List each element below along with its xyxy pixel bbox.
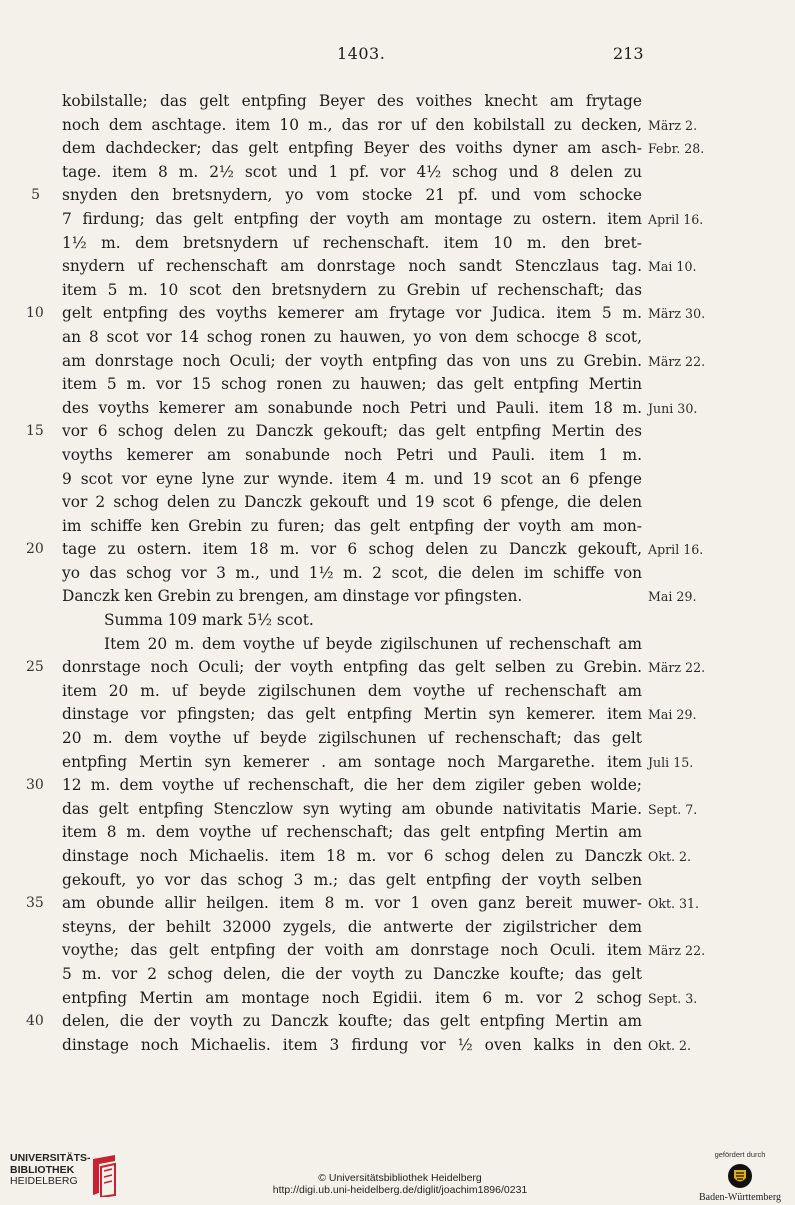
text-line: [0, 468, 795, 492]
line-number: 15: [26, 423, 44, 440]
text-line: [0, 255, 795, 279]
text-line: [0, 232, 795, 256]
line-number: 35: [26, 895, 44, 912]
margin-date: Febr. 28.: [648, 141, 705, 157]
line-text: voyths kemerer am sonabunde noch Petri und Pauli. item 1 m.: [62, 445, 642, 464]
copyright-text: © Universitätsbibliothek Heidelberg: [318, 1172, 482, 1184]
text-line: [0, 350, 795, 374]
margin-date: Okt. 2.: [648, 849, 692, 864]
line-number: 20: [26, 541, 44, 558]
line-text: item 5 m. vor 15 schog ronen zu hauwen; das gelt entpfing Mertin: [62, 375, 642, 394]
text-line: [0, 633, 795, 657]
margin-date: Mai 29.: [648, 707, 697, 723]
line-text: voythe; das gelt entpfing der voith am donrstage noch Oculi. item: [62, 941, 642, 960]
text-line: [0, 916, 795, 940]
text-line: [0, 515, 795, 539]
margin-date: Okt. 31.: [648, 896, 700, 912]
line-text: dinstage noch Michaelis. item 18 m. vor 6 schog delen zu Danczk: [62, 847, 642, 865]
text-line: [0, 397, 795, 421]
margin-date: Okt. 2.: [648, 1037, 692, 1053]
text-line: [0, 656, 795, 680]
line-text: item 5 m. 10 scot den bretsnydern zu Grebin uf rechenschaft; das: [62, 280, 642, 299]
margin-date: Sept. 3.: [648, 990, 698, 1006]
margin-date: März 22.: [648, 943, 706, 959]
library-logo-icon: [85, 1153, 125, 1197]
line-text: 5 m. vor 2 schog delen, die der voyth zu Danczke koufte; das gelt: [62, 964, 642, 983]
line-text: das gelt entpfing Stenczlow syn wyting am obunde nativitatis Marie.: [62, 799, 642, 818]
text-line: [0, 751, 795, 775]
line-text: item 20 m. uf beyde zigilschunen dem voythe uf rechenschaft am: [62, 681, 642, 700]
line-text: dinstage noch Michaelis. item 3 firdung vor ½ oven kalks in den: [62, 1035, 642, 1054]
text-line: [0, 562, 795, 586]
margin-date: Sept. 7.: [648, 801, 698, 817]
margin-date: Juni 30.: [648, 400, 698, 416]
line-text: snyden den bretsnydern, yo vom stocke 21 pf. und vom schocke: [62, 186, 642, 205]
text-line: [0, 90, 795, 114]
text-line: [0, 491, 795, 515]
line-text: yo das schog vor 3 m., und 1½ m. 2 scot, die delen im schiffe von: [62, 563, 642, 582]
margin-date: Mai 10.: [648, 259, 697, 275]
line-number: 30: [26, 777, 44, 794]
line-text: im schiffe ken Grebin zu furen; das gelt entpfing der voyth am mon-: [62, 516, 642, 535]
text-line: [0, 444, 795, 468]
text-line: [0, 373, 795, 397]
margin-date: April 16.: [648, 542, 704, 558]
line-text: tage zu ostern. item 18 m. vor 6 schog delen zu Danczk gekouft,: [62, 540, 642, 559]
margin-date: Juli 15.: [648, 754, 694, 770]
funded-by-label: gefördert durch: [714, 1150, 766, 1159]
text-line: [0, 798, 795, 822]
text-line: [0, 609, 795, 633]
line-text: 9 scot vor eyne lyne zur wynde. item 4 m. und 19 scot an 6 pfenge: [62, 469, 642, 488]
text-line: [0, 137, 795, 161]
line-text: am obunde allir heilgen. item 8 m. vor 1 oven ganz bereit muwer-: [62, 894, 642, 913]
margin-date: März 22.: [648, 660, 706, 676]
text-line: [0, 821, 795, 845]
line-text: des voyths kemerer am sonabunde noch Petri und Pauli. item 18 m.: [62, 398, 642, 417]
margin-date: Mai 29.: [648, 589, 697, 605]
line-text: an 8 scot vor 14 schog ronen zu hauwen, yo von dem schocge 8 scot,: [62, 327, 642, 346]
text-line: [0, 161, 795, 185]
text-line: [0, 774, 795, 798]
line-text: entpfing Mertin am montage noch Egidii. item 6 m. vor 2 schog: [62, 988, 642, 1007]
line-text: Danczk ken Grebin zu brengen, am dinstage vor pfingsten.: [62, 587, 523, 606]
document-body: [0, 90, 795, 1057]
line-text: 12 m. dem voythe uf rechenschaft, die her dem zigiler geben wolde;: [62, 776, 642, 795]
line-text: steyns, der behilt 32000 zygels, die antwerte der zigilstricher dem: [62, 917, 642, 936]
text-line: [0, 420, 795, 444]
library-logo: [10, 1153, 120, 1197]
line-text: kobilstalle; das gelt entpfing Beyer des voithes knecht am frytage: [62, 92, 642, 110]
margin-date: April 16.: [648, 211, 704, 227]
funder-block: [690, 1150, 790, 1203]
text-line: [0, 869, 795, 893]
line-text: snydern uf rechenschaft am donrstage noch sandt Stenczlaus tag.: [62, 257, 642, 276]
text-line: [0, 585, 795, 609]
line-text: dem dachdecker; das gelt entpfing Beyer des voiths dyner am asch-: [62, 139, 642, 158]
line-text: am donrstage noch Oculi; der voyth entpfing das von uns zu Grebin.: [62, 351, 642, 370]
text-line: [0, 680, 795, 704]
footer-credits: [200, 1172, 600, 1196]
page-number: 213: [613, 44, 644, 63]
source-url[interactable]: http://digi.ub.uni-heidelberg.de/diglit/joachim1896/0231: [272, 1184, 528, 1196]
line-text: delen, die der voyth zu Danczk koufte; das gelt entpfing Mertin am: [62, 1012, 642, 1031]
line-text: 7 firdung; das gelt entpfing der voyth am montage zu ostern. item: [62, 209, 642, 228]
text-line: [0, 279, 795, 303]
text-line: [0, 208, 795, 232]
line-text: gelt entpfing des voyths kemerer am frytage vor Judica. item 5 m.: [62, 304, 642, 323]
line-text: entpfing Mertin syn kemerer . am sontage noch Margarethe. item: [62, 752, 642, 771]
text-line: [0, 302, 795, 326]
page-header: [0, 44, 795, 68]
text-line: [0, 987, 795, 1011]
line-text: 1½ m. dem bretsnydern uf rechenschaft. item 10 m. den bret-: [62, 233, 642, 252]
text-line: [0, 1034, 795, 1058]
line-text: vor 2 schog delen zu Danczk gekouft und 19 scot 6 pfenge, die delen: [62, 493, 642, 512]
line-text: gekouft, yo vor das schog 3 m.; das gelt entpfing der voyth selben: [62, 870, 642, 889]
line-number: 5: [31, 187, 40, 204]
funder-name: Baden-Württemberg: [698, 1192, 781, 1203]
line-text: Summa 109 mark 5½ scot.: [104, 611, 314, 630]
text-line: [0, 703, 795, 727]
line-text: 20 m. dem voythe uf beyde zigilschunen uf rechenschaft; das gelt: [62, 729, 642, 748]
line-number: 25: [26, 659, 44, 676]
line-text: donrstage noch Oculi; der voyth entpfing das gelt selben zu Grebin.: [62, 658, 642, 677]
text-line: [0, 114, 795, 138]
margin-date: März 2.: [648, 117, 698, 133]
line-text: item 8 m. dem voythe uf rechenschaft; das gelt entpfing Mertin am: [62, 823, 642, 842]
line-text: tage. item 8 m. 2½ scot und 1 pf. vor 4½ schog und 8 delen zu: [62, 162, 642, 181]
text-line: [0, 892, 795, 916]
line-text: noch dem aschtage. item 10 m., das ror uf den kobilstall zu decken,: [62, 115, 642, 134]
line-number: 10: [26, 305, 44, 322]
library-name: UNIVERSITÄTS- BIBLIOTHEK HEIDELBERG: [10, 1152, 91, 1187]
text-line: [0, 939, 795, 963]
text-line: [0, 727, 795, 751]
page-footer: [0, 1135, 795, 1205]
text-line: [0, 1010, 795, 1034]
line-text: Item 20 m. dem voythe uf beyde zigilschunen uf rechenschaft am: [104, 634, 642, 653]
margin-date: März 30.: [648, 306, 706, 322]
text-line: [0, 326, 795, 350]
line-text: dinstage vor pfingsten; das gelt entpfing Mertin syn kemerer. item: [62, 705, 642, 724]
line-number: 40: [26, 1013, 44, 1030]
text-line: [0, 845, 795, 869]
margin-date: März 22.: [648, 353, 706, 369]
coat-of-arms-icon: [727, 1163, 753, 1189]
text-line: [0, 184, 795, 208]
page-year: 1403.: [337, 44, 386, 63]
line-text: vor 6 schog delen zu Danczk gekouft; das gelt entpfing Mertin des: [62, 422, 642, 441]
text-line: [0, 963, 795, 987]
text-line: [0, 538, 795, 562]
